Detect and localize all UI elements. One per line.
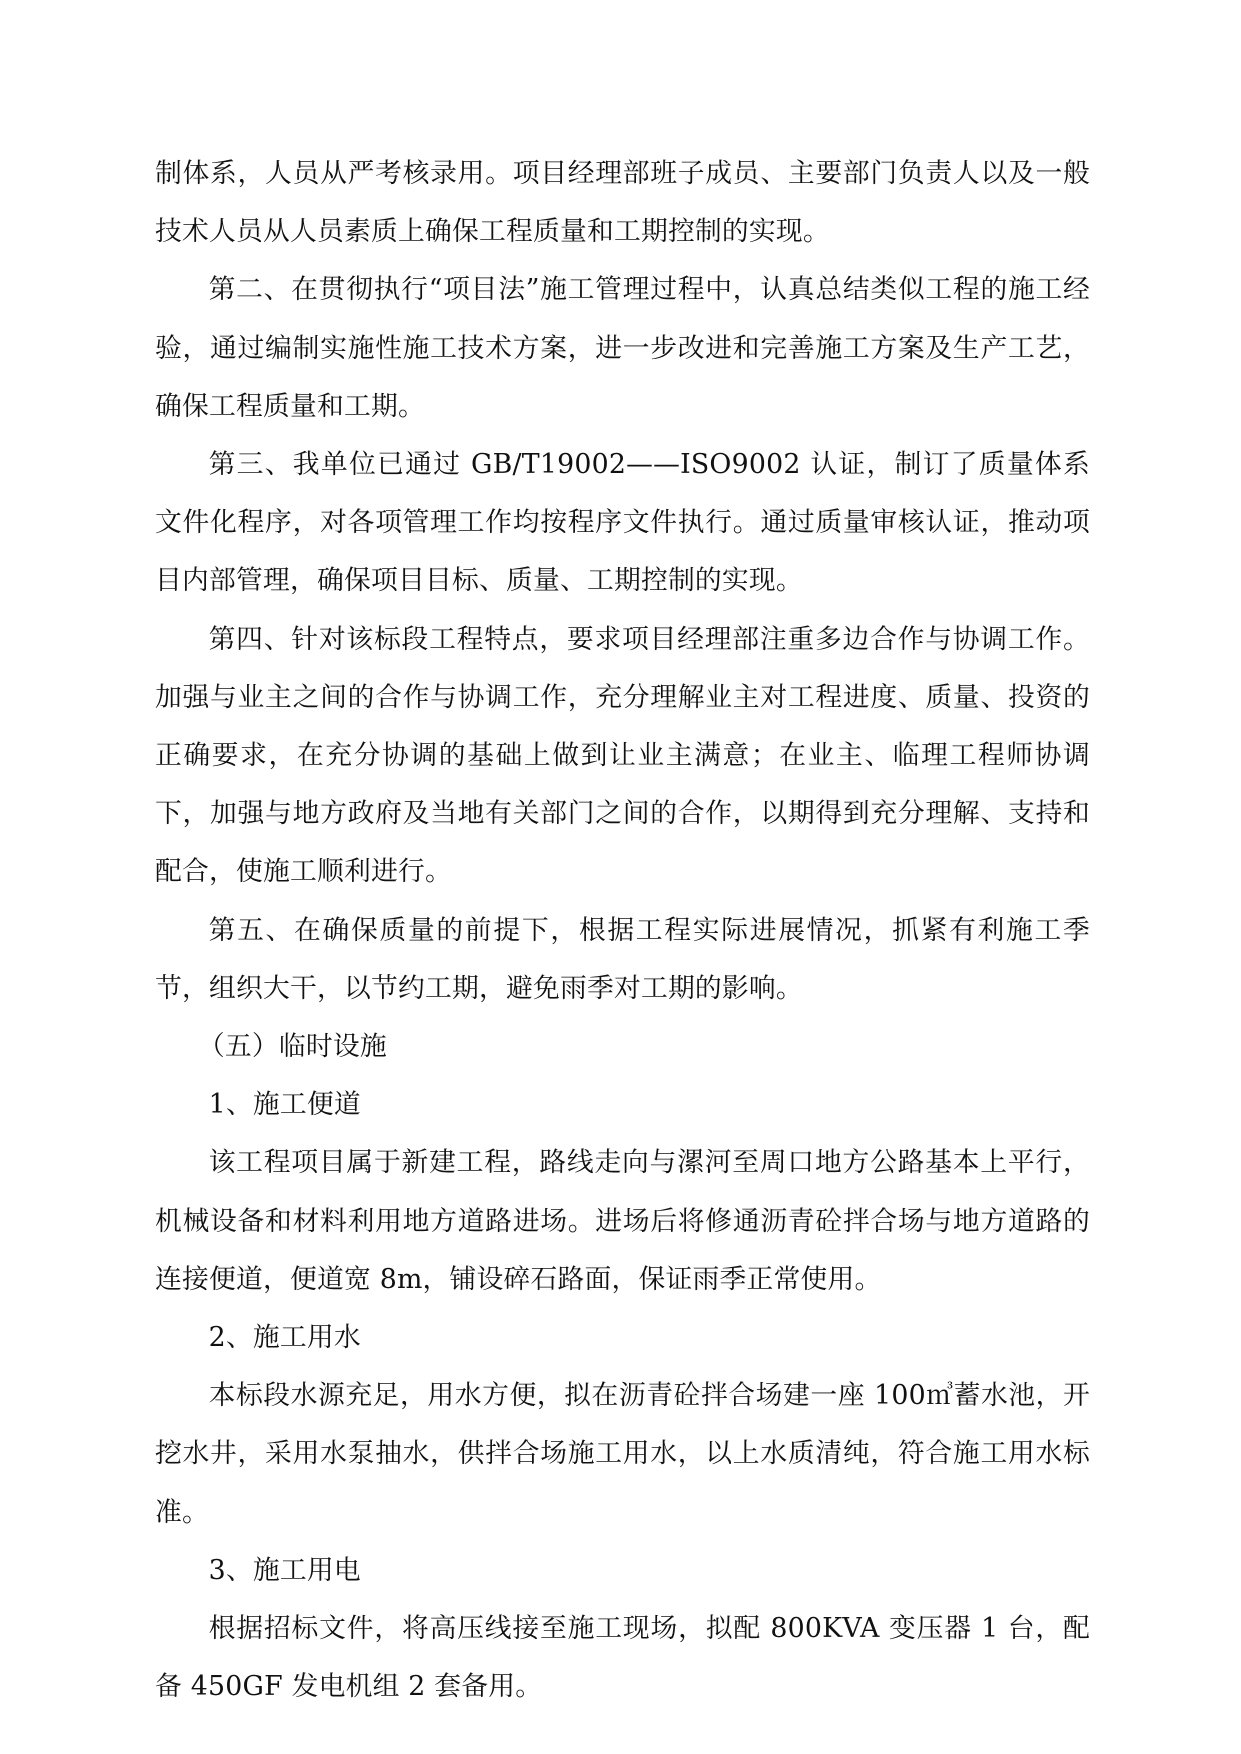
subheading-construction-power: 3、施工用电 — [208, 1554, 361, 1586]
section-heading-temporary-facilities: （五）临时设施 — [197, 1031, 387, 1063]
paragraph-construction-road: 该工程项目属于新建工程，路线走向与漯河至周口地方公路基本上平行，机械设备和材料利用地方道路进场。进场后将修通沥青砼拌合场与地方道路的连接便道，便道宽 8m，铺设碎石路面，保证雨季正常使用。 — [155, 1147, 1090, 1295]
paragraph-continuation: 制体系，人员从严考核录用。项目经理部班子成员、主要部门负责人以及一般技术人员从人员素质上确保工程质量和工期控制的实现。 — [155, 158, 1090, 248]
subheading-construction-road: 1、施工便道 — [208, 1089, 361, 1121]
paragraph-point-three: 第三、我单位已通过 GB/T19002——ISO9002 认证，制订了质量体系文件化程序，对各项管理工作均按程序文件执行。通过质量审核认证，推动项目内部管理，确保项目目标、质量、工期控制的实现。 — [155, 449, 1090, 597]
paragraph-construction-water: 本标段水源充足，用水方便，拟在沥青砼拌合场建一座 100㎥蓄水池，开挖水井，采用水泵抽水，供拌合场施工用水，以上水质清纯，符合施工用水标准。 — [155, 1380, 1090, 1528]
paragraph-point-two: 第二、在贯彻执行“项目法”施工管理过程中，认真总结类似工程的施工经验，通过编制实施性施工技术方案，进一步改进和完善施工方案及生产工艺，确保工程质量和工期。 — [155, 274, 1090, 422]
paragraph-point-four: 第四、针对该标段工程特点，要求项目经理部注重多边合作与协调工作。加强与业主之间的合作与协调工作，充分理解业主对工程进度、质量、投资的正确要求，在充分协调的基础上做到让业主满意；在业主、临理工程师协调下，加强与地方政府及当地有关部门之间的合作，以期得到充分理解、支持和配合，使施工顺利进行。 — [155, 623, 1090, 888]
subheading-construction-water: 2、施工用水 — [208, 1322, 361, 1354]
paragraph-point-five: 第五、在确保质量的前提下，根据工程实际进展情况，抓紧有利施工季节，组织大干，以节约工期，避免雨季对工期的影响。 — [155, 914, 1090, 1004]
document-body — [155, 145, 1090, 1716]
paragraph-construction-power: 根据招标文件，将高压线接至施工现场，拟配 800KVA 变压器 1 台，配备 450GF 发电机组 2 套备用。 — [155, 1613, 1090, 1703]
